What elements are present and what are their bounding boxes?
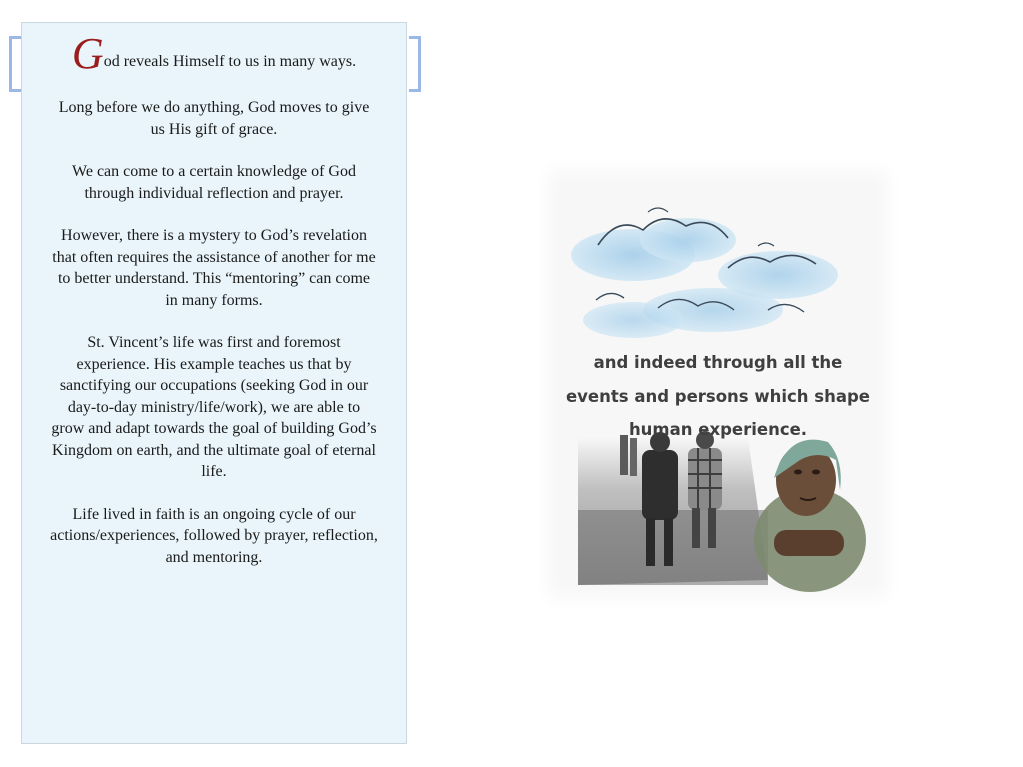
photo-people-scene bbox=[578, 431, 768, 585]
paragraph-mystery: However, there is a mystery to God’s revelation that often requires the assistance of another for me to better understand. This “mentoring” can come in many forms. bbox=[52, 227, 376, 309]
paragraph-faith-cycle: Life lived in faith is an ongoing cycle of our actions/experiences, followed by prayer, reflection, and mentoring. bbox=[50, 505, 378, 566]
clouds-drawing bbox=[571, 208, 838, 338]
caption-line-2: events and persons which shape bbox=[565, 386, 870, 406]
illustration-caption bbox=[538, 346, 898, 447]
drop-cap: G bbox=[71, 29, 104, 78]
intro-line bbox=[50, 29, 378, 78]
illustration-image bbox=[538, 160, 898, 608]
intro-text: od reveals Himself to us in many ways. bbox=[103, 53, 357, 70]
paragraph-grace: Long before we do anything, God moves to give us His gift of grace. bbox=[58, 99, 370, 138]
right-bracket-decoration bbox=[409, 36, 421, 92]
caption-line-1: and indeed through all the bbox=[593, 353, 843, 372]
caption-line-3: human experience. bbox=[628, 420, 808, 439]
paragraph-reflection: We can come to a certain knowledge of God through individual reflection and prayer. bbox=[72, 163, 356, 202]
elderly-woman-portrait bbox=[754, 440, 866, 592]
left-bracket-decoration bbox=[9, 36, 21, 92]
text-panel bbox=[21, 22, 407, 744]
paragraph-st-vincent: St. Vincent’s life was first and foremost experience. His example teaches us that by sanctifying our occupations (seeking God in our day-to-day ministry/life/work), we are able to grow and adapt towards the goal of building God’s Kingdom on earth, and the ultimate goal of eternal life. bbox=[51, 334, 377, 480]
